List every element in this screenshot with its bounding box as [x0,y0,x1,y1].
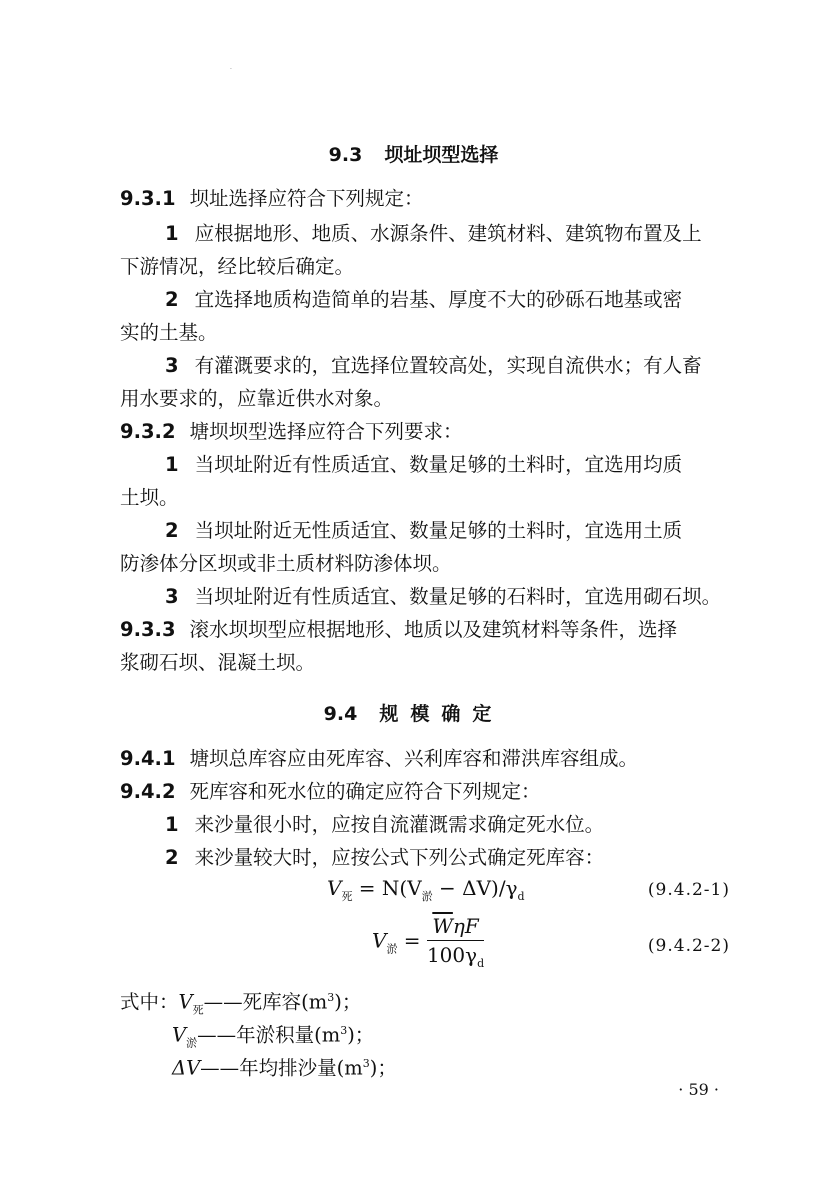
clause-text: 滚水坝坝型应根据地形、地质以及建筑材料等条件，选择 [189,618,678,641]
clause-number: 9.3.2 [120,420,176,443]
numerator-w: $\overline{W}$ [432,914,453,938]
item-number: 2 [165,288,179,311]
item-text: 当坝址附近有性质适宜、数量足够的土料时，宜选用均质 [194,453,683,476]
item-text: 当坝址附近无性质适宜、数量足够的土料时，宜选用土质 [194,519,683,542]
section-heading-9-4 [0,699,827,726]
numerator-rest: ηF [452,914,479,938]
fraction-denominator [427,941,484,970]
item-text: 来沙量很小时，应按自流灌溉需求确定死水位。 [194,813,605,836]
where-end: )； [334,990,362,1014]
where-symbol-sub: 淤 [186,1036,198,1050]
eq-rhs-a: = N(V [352,876,422,900]
section-title: 坝址坝型选择 [384,144,499,166]
item-line [165,285,775,315]
where-end: )； [347,1023,375,1047]
item-number: 1 [165,813,179,836]
item-number: 2 [165,519,179,542]
where-definition: ——年均排沙量(m [200,1056,363,1080]
clause-9-4-2 [120,777,730,807]
fraction-numerator [427,914,484,941]
item-line [165,219,775,249]
eq-lhs: V [372,928,387,953]
item-number: 3 [165,585,179,608]
clause-9-4-1 [120,744,730,774]
item-line [165,351,775,381]
where-end: )； [369,1056,397,1080]
item-line [165,516,775,546]
clause-text: 坝址选择应符合下列规定： [189,187,424,210]
unit-exponent: 3 [327,991,335,1004]
item-continuation: 土坝。 [120,486,179,509]
where-definition: ——年淤积量(m [197,1023,341,1047]
clause-9-3-1 [120,184,730,214]
item-number: 1 [165,222,179,245]
unit-exponent: 3 [362,1057,370,1070]
fraction [427,914,484,970]
section-heading-9-3 [0,140,827,167]
item-text: 来沙量较大时，应按公式下列公式确定死库容： [194,846,605,869]
eq-rhs-sub2: d [517,890,525,903]
where-symbol: V [178,990,193,1014]
equation-9-4-2-1 [327,876,525,904]
item-text: 有灌溉要求的，宜选择位置较高处，实现自流供水；有人畜 [194,354,702,377]
where-symbol-sub: 死 [192,1003,204,1017]
item-number: 1 [165,453,179,476]
item-text: 应根据地形、地质、水源条件、建筑材料、建筑物布置及上 [194,222,702,245]
eq-lhs-sub: 淤 [386,942,398,956]
item-line [165,843,775,873]
item-continuation: 下游情况，经比较后确定。 [120,255,355,278]
item-text: 宜选择地质构造简单的岩基、厚度不大的砂砾石地基或密 [194,288,683,311]
eq-lhs-sub: 死 [341,890,353,903]
section-number: 9.3 [328,144,363,166]
eq-rhs-b: − ΔV)/γ [432,876,518,900]
item-line [165,450,775,480]
clause-text: 塘坝坝型选择应符合下列要求： [189,420,463,443]
item-number: 3 [165,354,179,377]
where-definition: ——死库容(m [203,990,328,1014]
equation-number: (9.4.2-2) [647,936,730,956]
item-line [165,582,775,612]
where-symbol: ΔV [172,1056,201,1080]
denominator-main: 100γ [426,943,478,967]
page-number: · 59 · [678,1080,719,1099]
eq-equals: = [397,928,427,953]
item-continuation: 防渗体分区坝或非土质材料防渗体坝。 [120,552,452,575]
equation-number: (9.4.2-1) [647,880,730,900]
clause-9-3-3 [120,615,730,645]
item-continuation: 用水要求的，应靠近供水对象。 [120,387,394,410]
item-text: 当坝址附近有性质适宜、数量足够的石料时，宜选用砌石坝。 [194,585,722,608]
where-symbol: V [172,1023,187,1047]
clause-number: 9.3.1 [120,187,176,210]
where-prefix: 式中： [120,990,179,1014]
eq-rhs-sub: 淤 [421,890,433,903]
scan-speck: . [230,64,232,71]
unit-exponent: 3 [340,1024,348,1037]
clause-9-3-2 [120,417,730,447]
item-number: 2 [165,846,179,869]
eq-lhs: V [327,876,342,900]
clause-text: 塘坝总库容应由死库容、兴利库容和滞洪库容组成。 [189,747,639,770]
section-title: 规模确定 [379,703,504,725]
denominator-sub: d [477,957,485,970]
where-line-3 [172,1049,782,1084]
clause-number: 9.3.3 [120,618,176,641]
clause-continuation: 浆砌石坝、混凝土坝。 [120,651,316,674]
item-line [165,810,775,840]
clause-number: 9.4.1 [120,747,176,770]
clause-text: 死库容和死水位的确定应符合下列规定： [189,780,541,803]
section-number: 9.4 [323,703,358,725]
clause-number: 9.4.2 [120,780,176,803]
item-continuation: 实的土基。 [120,321,218,344]
equation-9-4-2-2 [372,914,484,970]
